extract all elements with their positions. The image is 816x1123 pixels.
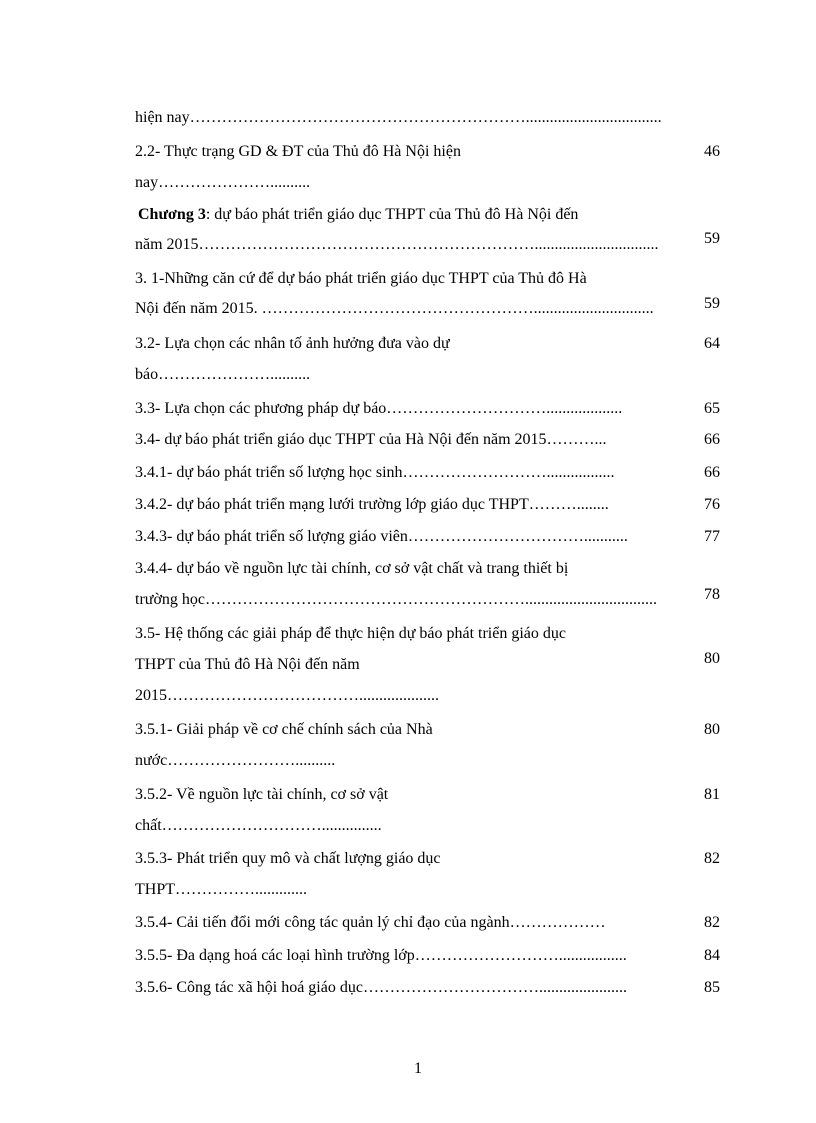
toc-line: 3.5.2- Về nguồn lực tài chính, cơ sở vật [135,786,389,803]
toc-page-number: 46 [704,143,720,160]
toc-page-number: 64 [704,335,720,352]
toc-line: nước…………………….......... [135,752,336,769]
toc-line: 3.5.1- Giải pháp về cơ chế chính sách của Nhà [135,721,433,738]
toc-line: 3.4.4- dự báo về nguồn lực tài chính, cơ sở vật chất và trang thiết bị [135,560,569,577]
toc-line: 2.2- Thực trạng GD & ĐT của Thủ đô Hà Nội hiện [135,143,461,160]
toc-page-number: 81 [704,786,720,803]
toc-line: THPT của Thủ đô Hà Nội đến năm [135,656,360,673]
toc-line: báo………………….......... [135,366,311,383]
toc-line: 3.4.2- dự báo phát triển mạng lưới trường lớp giáo dục THPT………........ [135,496,609,513]
toc-page-number: 85 [704,979,720,996]
toc-page-number: 59 [704,295,720,312]
toc-line: hiện nay……………………………………………………….................................. [135,109,662,126]
toc-line: 3.3- Lựa chọn các phương pháp dự báo…………………………................... [135,400,623,417]
toc-line: 3.5.5- Đa dạng hoá các loại hình trường lớp………………………................. [135,947,627,964]
toc-page-number: 66 [704,464,720,481]
toc-page-number: 76 [704,496,720,513]
toc-page-number: 80 [704,721,720,738]
toc-page-number: 66 [704,431,720,448]
toc-line: 3.5.4- Cải tiến đổi mới công tác quản lý chỉ đạo của ngành……………… [135,914,606,931]
toc-line: 3.5.3- Phát triển quy mô và chất lượng giáo dục [135,850,441,867]
toc-page-number: 84 [704,947,720,964]
toc-line: 3.5.6- Công tác xã hội hoá giáo dục……………………………...................... [135,979,627,996]
toc-line: 3.2- Lựa chọn các nhân tố ảnh hưởng đưa vào dự [135,335,450,352]
toc-line: 3.4.3- dự báo phát triển số lượng giáo viên……………………………........... [135,528,628,545]
toc-line: 3. 1-Những căn cứ để dự báo phát triển giáo dục THPT của Thủ đô Hà [135,270,587,287]
toc-line: 3.4- dự báo phát triển giáo dục THPT của Hà Nội đến năm 2015………... [135,431,607,448]
toc-line: nay………………….......... [135,174,311,191]
chapter-label: Chương 3 [138,206,206,223]
toc-line [138,204,703,226]
toc-line: năm 2015………………………………………………………............................... [135,236,659,253]
toc-page-number: 77 [704,528,720,545]
toc-line: Nội đến năm 2015. …………………………………………….............................. [135,300,654,317]
toc-page-number: 82 [704,914,720,931]
toc-line: 3.4.1- dự báo phát triển số lượng học sinh………………………................. [135,464,615,481]
toc-line: THPT……………............. [135,881,307,898]
table-of-contents [135,0,720,1123]
toc-line: chất…………………………............... [135,817,382,834]
page-number: 1 [414,1060,422,1077]
toc-line: trường học……………………………………………………................................. [135,591,658,608]
toc-page-number: 65 [704,400,720,417]
chapter-title: : dự báo phát triển giáo dục THPT của Thủ đô Hà Nội đến [205,206,579,223]
toc-page-number: 80 [704,650,720,667]
toc-page-number: 82 [704,850,720,867]
toc-page-number: 59 [704,230,720,247]
toc-page-number: 78 [704,586,720,603]
toc-line: 3.5- Hệ thống các giải pháp để thực hiện dự báo phát triển giáo dục [135,625,566,642]
toc-line: 2015……………………………….................... [135,687,439,704]
